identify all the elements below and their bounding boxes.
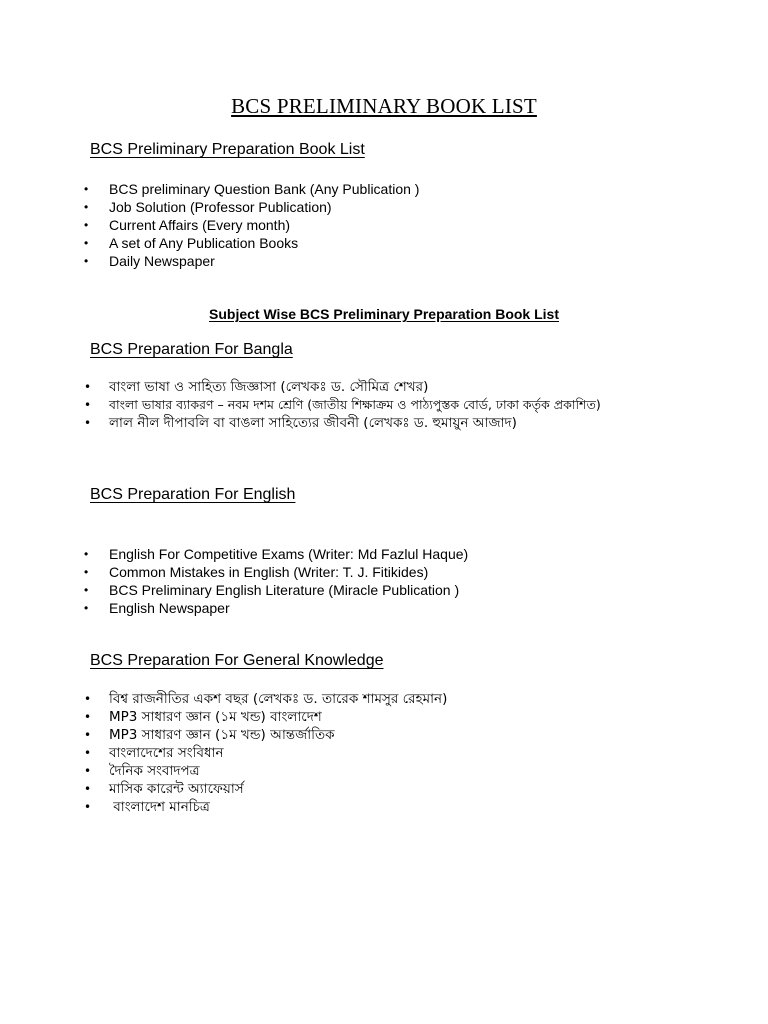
list-item — [84, 744, 447, 762]
list-item — [84, 216, 419, 234]
bullet-icon: • — [84, 710, 92, 724]
list-item-text: BCS preliminary Question Bank (Any Publication ) — [109, 181, 420, 197]
bullet-icon: • — [84, 398, 92, 412]
list-item-text: বাংলাদেশ মানচিত্র — [109, 799, 210, 815]
list-item — [84, 780, 447, 798]
bullet-icon: • — [84, 236, 89, 250]
english-list — [84, 545, 468, 617]
bangla-list — [84, 378, 601, 432]
list-item — [84, 563, 468, 581]
page-title: BCS PRELIMINARY BOOK LIST — [231, 94, 537, 118]
list-item — [84, 198, 419, 216]
bullet-icon: • — [84, 746, 92, 760]
list-item — [84, 378, 601, 396]
list-item — [84, 798, 447, 816]
bullet-icon: • — [84, 764, 92, 778]
list-item — [84, 599, 468, 617]
gk-heading: BCS Preparation For General Knowledge — [90, 652, 384, 669]
list-item — [84, 545, 468, 563]
list-item — [84, 726, 447, 744]
list-item-text: Job Solution (Professor Publication) — [109, 199, 332, 215]
list-item-text: Daily Newspaper — [109, 253, 215, 269]
list-item-text: Current Affairs (Every month) — [109, 217, 291, 233]
list-item — [84, 690, 447, 708]
list-item-text: বাংলা ভাষা ও সাহিত্য জিজ্ঞাসা (লেখকঃ ড. সৌমিত্র শেখর) — [109, 379, 429, 395]
bullet-icon: • — [84, 565, 89, 579]
general-list — [84, 180, 419, 270]
list-item-text: English Newspaper — [109, 600, 230, 616]
bullet-icon: • — [84, 583, 89, 597]
general-heading: BCS Preliminary Preparation Book List — [90, 141, 365, 158]
subject-wise-heading: Subject Wise BCS Preliminary Preparation Book List — [209, 306, 559, 322]
list-item — [84, 581, 468, 599]
list-item-text: MP3 সাধারণ জ্ঞান (১ম খন্ড) বাংলাদেশ — [109, 709, 322, 725]
list-item-text: BCS Preliminary English Literature (Miracle Publication ) — [109, 582, 460, 598]
bullet-icon: • — [84, 218, 89, 232]
list-item-text: বাংলাদেশের সংবিধান — [109, 745, 224, 761]
list-item — [84, 252, 419, 270]
list-item-text: A set of Any Publication Books — [109, 235, 299, 251]
bullet-icon: • — [84, 416, 92, 430]
list-item — [84, 180, 419, 198]
bullet-icon: • — [84, 200, 89, 214]
gk-list — [84, 690, 447, 816]
list-item-text: দৈনিক সংবাদপত্র — [109, 763, 200, 779]
bullet-icon: • — [84, 692, 92, 706]
list-item-text: বাংলা ভাষার ব্যাকরণ – নবম দশম শ্রেণি (জাতীয় শিক্ষাক্রম ও পাঠ্যপুস্তক বোর্ড, ঢাকা কর্তৃক প্রকাশিত) — [109, 397, 601, 412]
bullet-icon: • — [84, 380, 92, 394]
list-item-text: মাসিক কারেন্ট অ্যাফেয়ার্স — [109, 781, 244, 797]
english-heading: BCS Preparation For English — [90, 486, 296, 503]
bullet-icon: • — [84, 800, 92, 814]
bullet-icon: • — [84, 782, 92, 796]
bullet-icon: • — [84, 254, 89, 268]
bullet-icon: • — [84, 601, 89, 615]
list-item-text: লাল নীল দীপাবলি বা বাঙলা সাহিত্যের জীবনী (লেখকঃ ড. হুমায়ুন আজাদ) — [109, 415, 517, 431]
bullet-icon: • — [84, 182, 89, 196]
list-item — [84, 396, 601, 414]
bangla-heading: BCS Preparation For Bangla — [90, 341, 293, 358]
list-item-text: English For Competitive Exams (Writer: Md Fazlul Haque) — [109, 546, 469, 562]
list-item-text: বিশ্ব রাজনীতির একশ বছর (লেখকঃ ড. তারেক শামসুর রেহমান) — [109, 691, 448, 707]
bullet-icon: • — [84, 547, 89, 561]
list-item-text: MP3 সাধারণ জ্ঞান (১ম খন্ড) আন্তর্জাতিক — [109, 727, 335, 743]
list-item — [84, 414, 601, 432]
list-item — [84, 762, 447, 780]
bullet-icon: • — [84, 728, 92, 742]
list-item — [84, 234, 419, 252]
list-item — [84, 708, 447, 726]
list-item-text: Common Mistakes in English (Writer: T. J. Fitikides) — [109, 564, 429, 580]
